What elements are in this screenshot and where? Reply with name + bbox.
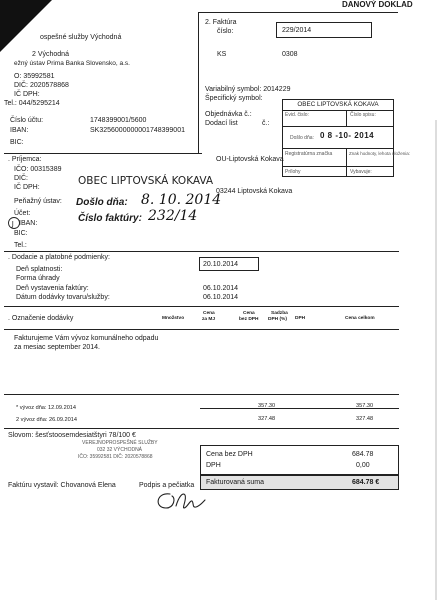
registry-evid-label: Evid. čislo: — [285, 112, 309, 118]
col-vat-rate-2: DPH (%) — [268, 317, 287, 322]
col-total: Cena celkom — [345, 316, 375, 321]
payment-form-label: Forma úhrady — [16, 275, 60, 282]
supplier-ico: O: 35992581 — [14, 73, 55, 80]
delivery-date-label: Dátum dodávky tovaru/služby: — [16, 294, 110, 301]
issue-date-value: 06.10.2014 — [203, 285, 239, 292]
invoice-number-label: číslo: — [217, 28, 234, 35]
signature-label: Podpis a pečiatka — [139, 482, 195, 489]
invoiced-total-value: 684.78 € — [352, 479, 380, 486]
variable-symbol: Variabilný symbol: 2014229 — [205, 86, 291, 93]
supplier-bank: ežný ústav Prima Banka Slovensko, a.s. — [14, 60, 130, 67]
item-row-2-name: 2 vývoz dňa: 26.09.2014 — [16, 417, 77, 423]
due-date-label: Deň splatnosti: — [16, 266, 63, 273]
col-unit-price-2: za MJ — [202, 317, 216, 322]
registry-mark-label: Registratúrna značka — [285, 151, 333, 157]
col-unit-price-1: Cena — [203, 311, 215, 316]
company-stamp-line3: IČO: 35992581 DIČ: 2020578868 — [78, 454, 153, 460]
invoice-label: 2. Faktúra — [205, 19, 237, 26]
invoice-no-label: Číslo faktúry: — [78, 213, 142, 224]
registry-date-label: Došlo dňa: — [290, 135, 314, 141]
buyer-heading: . Príjemca: — [8, 156, 42, 163]
buyer-postal-address: 03244 Liptovská Kokava — [216, 188, 293, 195]
circled-j-mark — [7, 216, 21, 230]
ks-value: 0308 — [282, 51, 298, 58]
delivery-note-label: Dodací list — [205, 120, 238, 127]
item-description-line1: Fakturujeme Vám vývoz komunálneho odpadu — [14, 335, 159, 342]
net-total-value: 684.78 — [352, 451, 374, 458]
issuer: Faktúru vystavil: Chovanová Elena — [8, 482, 116, 489]
document-title: DANOVÝ DOKLAD — [342, 0, 413, 9]
registry-stamp-title: OBEC LIPTOVSKÁ KOKAVA — [297, 101, 379, 108]
registry-date-value: 0 8 -10- 2014 — [320, 131, 375, 140]
item-description-line2: za mesiac september 2014. — [14, 344, 100, 351]
registry-retention-label: Znak hodnoty, lehota uloženia: — [349, 151, 410, 156]
item-row-2-net: 327.48 — [258, 416, 276, 422]
buyer-name-stamp: OBEC LIPTOVSKÁ KOKAVA — [78, 175, 214, 187]
buyer-tel-label: Tel.: — [14, 242, 27, 249]
invoice-number: 229/2014 — [282, 27, 312, 34]
delivery-date-value: 06.10.2014 — [203, 294, 239, 301]
item-row-1-net: 357.30 — [258, 403, 276, 409]
supplier-address: 2 Východná — [32, 51, 69, 58]
issue-date-label: Deň vystavenia faktúry: — [16, 285, 89, 292]
registry-file-label: Číslo spisu: — [350, 112, 376, 118]
net-total-label: Cena bez DPH — [206, 451, 253, 458]
bic-label: BIC: — [10, 139, 24, 146]
buyer-ic-dph: IČ DPH: — [14, 184, 40, 191]
invoice-no-handwritten: 232/14 — [148, 208, 198, 224]
due-date-value: 20.10.2014 — [203, 261, 239, 268]
item-row-2-total: 327.48 — [356, 416, 374, 422]
conditions-heading: . Dodacie a platobné podmienky: — [8, 254, 110, 261]
iban-label: IBAN: — [10, 127, 29, 134]
col-vat: DPH — [295, 316, 306, 321]
col-net-1: Cena — [243, 311, 255, 316]
account-value: 1748399001/5600 — [90, 117, 147, 124]
specific-symbol: Špecifický symbol: — [205, 95, 263, 102]
company-stamp-line1: VEREJNOPROSPEŠNÉ SLUŽBY — [82, 440, 158, 446]
buyer-account-label: Účet: — [14, 210, 31, 217]
svg-text:J: J — [11, 220, 14, 228]
company-stamp-line2: 032 32 VÝCHODNÁ — [97, 447, 143, 453]
vat-total-value: 0,00 — [356, 462, 370, 469]
received-date: 8. 10. 2014 — [141, 192, 222, 208]
buyer-bank-label: Peňažný ústav: — [14, 198, 62, 205]
item-row-1-total: 357.30 — [356, 403, 374, 409]
registry-handler-label: Vybavuje: — [350, 169, 372, 175]
account-label: Číslo účtu: — [10, 117, 44, 124]
vat-total-label: DPH — [206, 462, 221, 469]
header-top-line — [198, 12, 398, 13]
buyer-postal-name: OU-Liptovská Kokava — [216, 156, 284, 163]
buyer-bic-label: BIC: — [14, 230, 28, 237]
signature-scribble — [148, 486, 208, 516]
col-quantity: Množstvo — [162, 316, 185, 321]
invoiced-total-label: Fakturovaná suma — [206, 479, 264, 486]
supplier-name: ospešné služby Východná — [40, 34, 122, 41]
amount-in-words: Slovom: šesťstoosemdesiatštyri 78/100 € — [8, 432, 136, 439]
col-item-name: . Označenie dodávky — [8, 315, 74, 322]
totals-box — [200, 445, 399, 475]
col-net-2: bez DPH — [239, 317, 259, 322]
buyer-ico: IČO: 00315389 — [14, 166, 62, 173]
received-label: Došlo dňa: — [76, 197, 128, 208]
supplier-tel: Tel.: 044/5295214 — [4, 100, 60, 107]
buyer-iban-label: IBAN: — [19, 220, 38, 227]
buyer-dic: DIČ: — [14, 175, 28, 182]
col-vat-rate-1: Sadzba — [271, 311, 288, 316]
supplier-dic: DIČ: 2020578868 — [14, 82, 69, 89]
header-divider — [198, 12, 199, 154]
item-row-1-name: * vývoz dňa: 12.09.2014 — [16, 405, 77, 411]
ks-label: KS — [217, 51, 227, 58]
order-label: Objednávka č.: — [205, 111, 252, 118]
delivery-note-suffix: č.: — [262, 120, 270, 127]
iban-value: SK3256000000001748399001 — [90, 127, 185, 134]
supplier-ic-dph: IČ DPH: — [14, 91, 40, 98]
registry-attachments-label: Prílohy — [285, 169, 301, 175]
